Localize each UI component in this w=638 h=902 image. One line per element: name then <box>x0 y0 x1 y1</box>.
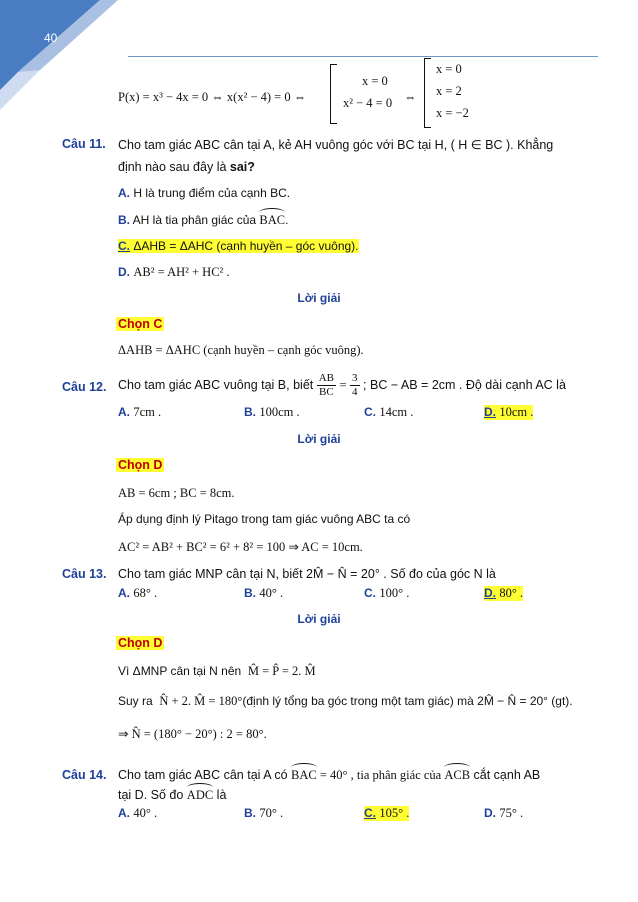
q12-choice: Chọn D <box>118 458 163 472</box>
q11-text-1: Cho tam giác ABC cân tại A, kẻ AH vuông góc với BC tại H, ( H ∈ BC ). Khẳng <box>118 138 554 152</box>
angle-arc-bac: BAC <box>259 213 286 227</box>
q11-text-2b: sai? <box>229 160 255 174</box>
q14-text-1a: Cho tam giác ABC cân tại A có <box>118 768 292 782</box>
sys2-line-2: x = 2 <box>436 84 462 98</box>
q12-solution-title: Lời giải <box>297 432 341 446</box>
q12-line-3: AC² = AB² + BC² = 6² + 8² = 100 ⇒ AC = 10cm. <box>118 540 363 554</box>
option-letter: C. <box>364 806 376 820</box>
q14-option-a[interactable] <box>118 806 157 821</box>
option-text: 40° . <box>259 586 284 600</box>
frac-den: 4 <box>352 386 358 398</box>
option-text: 105° . <box>379 806 410 820</box>
q14-text-2b: là <box>213 788 227 802</box>
q12-option-c[interactable] <box>364 405 413 420</box>
q11-text-2 <box>118 160 255 174</box>
q14-text-2 <box>118 788 226 803</box>
option-letter: B. <box>244 806 256 820</box>
q11-option-a[interactable] <box>118 186 290 200</box>
q13-line-2 <box>118 694 573 709</box>
q11-option-b[interactable] <box>118 213 288 228</box>
q14-text-1c: cắt cạnh AB <box>470 768 541 782</box>
q13-option-c[interactable] <box>364 586 409 601</box>
frac-num: 3 <box>352 372 358 384</box>
q12-frac-ab-bc <box>317 372 336 399</box>
q14-text-1 <box>118 768 540 783</box>
option-letter: A. <box>118 186 130 200</box>
angle-arc-bac: BAC <box>291 768 317 782</box>
option-letter: D. <box>484 586 496 600</box>
option-letter: A. <box>118 806 130 820</box>
bracket-1 <box>330 64 337 124</box>
option-text: 100cm . <box>259 405 300 419</box>
option-letter: C. <box>364 586 376 600</box>
angle-arc-adc: ADC <box>186 788 214 802</box>
q12-line-2: Áp dụng định lý Pitago trong tam giác vuông ABC ta có <box>118 512 411 526</box>
q12-text-post: ; BC − AB = 2cm . Độ dài cạnh AC là <box>363 377 566 392</box>
q12-text-pre: Cho tam giác ABC vuông tại B, biết <box>118 377 314 392</box>
option-letter: B. <box>244 586 256 600</box>
option-letter: B. <box>244 405 256 419</box>
q11-text-2a: định nào sau đây là <box>118 160 230 174</box>
q13-line-1-math: M̂ = P̂ = 2. M̂ <box>247 664 316 678</box>
q11-choice: Chọn C <box>118 317 163 331</box>
q13-text: Cho tam giác MNP cân tại N, biết 2M̂ − N̂ = 20° . Số đo của góc N là <box>118 567 496 581</box>
q11-explain: ΔAHB = ΔAHC (cạnh huyền – cạnh góc vuông). <box>118 343 364 357</box>
q13-line-2-math: N̂ + 2. M̂ = 180° <box>159 694 243 708</box>
option-text-post: . <box>285 213 289 227</box>
q12-option-b[interactable] <box>244 405 300 420</box>
q14-text-2a: tại D. Số đo <box>118 788 187 802</box>
q13-choice: Chọn D <box>118 636 163 650</box>
q11-label: Câu 11. <box>62 137 106 151</box>
q11-option-d[interactable] <box>118 265 230 280</box>
option-text: 7cm . <box>133 405 162 419</box>
option-letter: A. <box>118 586 130 600</box>
option-letter: C. <box>364 405 376 419</box>
q13-option-b[interactable] <box>244 586 283 601</box>
option-text: AH là tia phân giác của <box>132 213 260 227</box>
sys-arrow: ⇔ <box>404 90 417 104</box>
option-text: 75° . <box>499 806 524 820</box>
q14-label: Câu 14. <box>62 768 107 782</box>
q12-label: Câu 12. <box>62 380 107 394</box>
q12-text <box>118 372 566 399</box>
sys2-line-3: x = −2 <box>436 106 469 120</box>
option-letter: C. <box>118 239 130 253</box>
bracket-2 <box>424 58 431 128</box>
option-text: 80° . <box>499 586 524 600</box>
q11-option-c[interactable] <box>118 239 359 253</box>
q14-option-d[interactable] <box>484 806 523 821</box>
q13-line-1-text: Vì ΔMNP cân tại N nên <box>118 664 242 678</box>
option-text: ΔAHB = ΔAHC (cạnh huyền – góc vuông). <box>133 239 359 253</box>
q11-solution-title: Lời giải <box>297 291 341 305</box>
frac-den: BC <box>319 386 334 398</box>
angle-arc-acb: ACB <box>444 768 471 782</box>
q13-option-a[interactable] <box>118 586 157 601</box>
frac-num: AB <box>318 372 335 384</box>
q13-line-1 <box>118 664 316 679</box>
q13-line-2-text: Suy ra <box>118 694 153 708</box>
q12-option-d[interactable] <box>484 405 533 420</box>
option-text: H là trung điểm của cạnh BC. <box>133 186 291 200</box>
option-text: 14cm . <box>379 405 414 419</box>
q12-eq: = <box>339 377 347 392</box>
option-text: 70° . <box>259 806 284 820</box>
option-text: 68° . <box>133 586 158 600</box>
q12-option-a[interactable] <box>118 405 161 420</box>
page-number: 40 <box>44 31 58 45</box>
q13-line-2-post: (định lý tổng ba góc trong một tam giác) mà 2M̂ − N̂ = 20° (gt). <box>242 694 573 708</box>
option-text: AB² = AH² + HC² . <box>133 265 230 279</box>
sys1-line-1: x = 0 <box>362 74 388 88</box>
sys1-line-2: x² − 4 = 0 <box>343 96 393 110</box>
option-text: 100° . <box>379 586 410 600</box>
sys2-line-1: x = 0 <box>436 62 462 76</box>
q14-option-b[interactable] <box>244 806 283 821</box>
option-letter: D. <box>118 265 130 279</box>
option-letter: A. <box>118 405 130 419</box>
option-letter: D. <box>484 806 496 820</box>
q14-option-c[interactable] <box>364 806 409 821</box>
q12-line-1: AB = 6cm ; BC = 8cm. <box>118 486 235 500</box>
q14-text-1b: = 40° , tia phân giác của <box>316 768 445 782</box>
q13-option-d[interactable] <box>484 586 523 601</box>
option-text: 40° . <box>133 806 158 820</box>
q12-frac-3-4 <box>350 372 360 399</box>
option-text: 10cm . <box>499 405 534 419</box>
q13-line-3: ⇒ N̂ = (180° − 20°) : 2 = 80°. <box>118 727 267 741</box>
q13-label: Câu 13. <box>62 567 107 581</box>
option-letter: B. <box>118 213 130 227</box>
option-letter: D. <box>484 405 496 419</box>
q13-solution-title: Lời giải <box>297 612 341 626</box>
header-rule <box>128 56 598 57</box>
top-formula-lhs: P(x) = x³ − 4x = 0 ⇔ x(x² − 4) = 0 ⇔ <box>118 90 307 104</box>
